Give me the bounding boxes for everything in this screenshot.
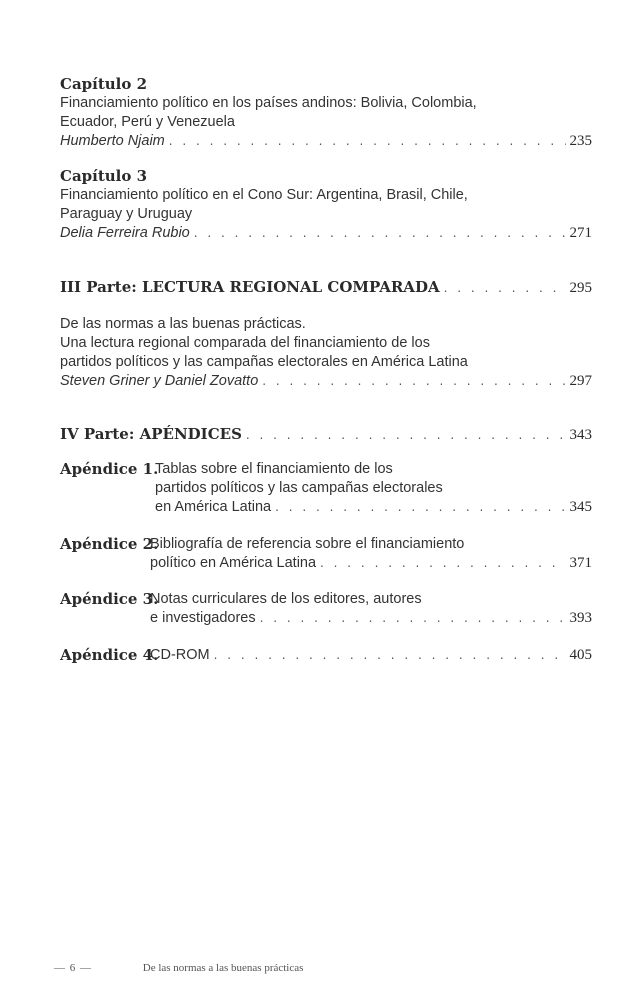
part-leader-row	[60, 425, 592, 445]
appendix-3-entry	[60, 590, 592, 630]
dot-leader	[194, 224, 566, 243]
appendix-title-line: en América Latina	[155, 499, 272, 515]
appendix-label: Apéndice 3.	[60, 590, 159, 608]
appendix-leader-row	[150, 646, 592, 665]
chapter-2-entry	[60, 74, 592, 151]
part-leader-row	[60, 278, 592, 298]
chapter-author: Humberto Njaim	[60, 133, 165, 149]
essay-title-line: Una lectura regional comparada del financiamiento de los	[60, 335, 430, 351]
appendix-leader-row	[155, 498, 592, 517]
page-number: 271	[569, 225, 592, 241]
dot-leader	[260, 609, 566, 628]
appendix-title-line: Bibliografía de referencia sobre el financiamiento	[150, 536, 465, 552]
dot-leader	[214, 646, 566, 665]
chapter-title-line: Paraguay y Uruguay	[60, 206, 193, 222]
chapter-3-entry	[60, 166, 592, 243]
part-3-entry	[60, 278, 592, 298]
page-number: 343	[569, 427, 592, 443]
dot-leader	[444, 279, 566, 298]
appendix-label: Apéndice 4.	[60, 646, 159, 664]
dot-leader	[275, 498, 565, 517]
essay-entry	[60, 315, 592, 391]
essay-authors: Steven Griner y Daniel Zovatto	[60, 373, 259, 389]
author-leader-row	[60, 132, 592, 151]
chapter-title-line: Financiamiento político en el Cono Sur: Argentina, Brasil, Chile,	[60, 187, 468, 203]
folio: — 6 —	[54, 962, 92, 974]
dot-leader	[246, 426, 566, 445]
appendix-leader-row	[150, 554, 592, 573]
appendix-1-entry	[60, 460, 592, 520]
appendix-leader-row	[150, 609, 592, 628]
chapter-author: Delia Ferreira Rubio	[60, 225, 190, 241]
page-number: 295	[569, 280, 592, 296]
appendix-title-line: CD-ROM	[150, 647, 210, 663]
page-number: 371	[569, 555, 592, 571]
part-heading: III Parte: LECTURA REGIONAL COMPARADA	[60, 278, 440, 296]
page-number: 405	[569, 647, 592, 663]
page-number: 235	[569, 133, 592, 149]
chapter-heading: Capítulo 3	[60, 167, 148, 185]
dot-leader	[320, 554, 565, 573]
page-number: 345	[569, 499, 592, 515]
page-footer	[54, 962, 303, 974]
appendix-title-line: Tablas sobre el financiamiento de los	[155, 461, 393, 477]
appendix-4-entry	[60, 646, 592, 668]
dot-leader	[169, 132, 566, 151]
chapter-title-line: Financiamiento político en los países andinos: Bolivia, Colombia,	[60, 95, 477, 111]
page-number: 297	[569, 373, 592, 389]
page-number: 393	[569, 610, 592, 626]
appendix-title-line: partidos políticos y las campañas electorales	[155, 480, 443, 496]
appendix-label: Apéndice 2.	[60, 535, 159, 553]
essay-title-line: De las normas a las buenas prácticas.	[60, 316, 306, 332]
running-title: De las normas a las buenas prácticas	[142, 962, 304, 974]
author-leader-row	[60, 372, 592, 391]
dot-leader	[262, 372, 565, 391]
chapter-heading: Capítulo 2	[60, 75, 148, 93]
appendix-2-entry	[60, 535, 592, 575]
appendix-title-line: Notas curriculares de los editores, autores	[150, 591, 422, 607]
chapter-title-line: Ecuador, Perú y Venezuela	[60, 114, 235, 130]
part-4-entry	[60, 425, 592, 445]
part-heading: IV Parte: APÉNDICES	[60, 425, 242, 443]
essay-title-line: partidos políticos y las campañas electorales en América Latina	[60, 354, 468, 370]
author-leader-row	[60, 224, 592, 243]
appendix-title-line: político en América Latina	[150, 555, 317, 571]
appendix-title-line: e investigadores	[150, 610, 256, 626]
appendix-label: Apéndice 1.	[60, 460, 159, 478]
